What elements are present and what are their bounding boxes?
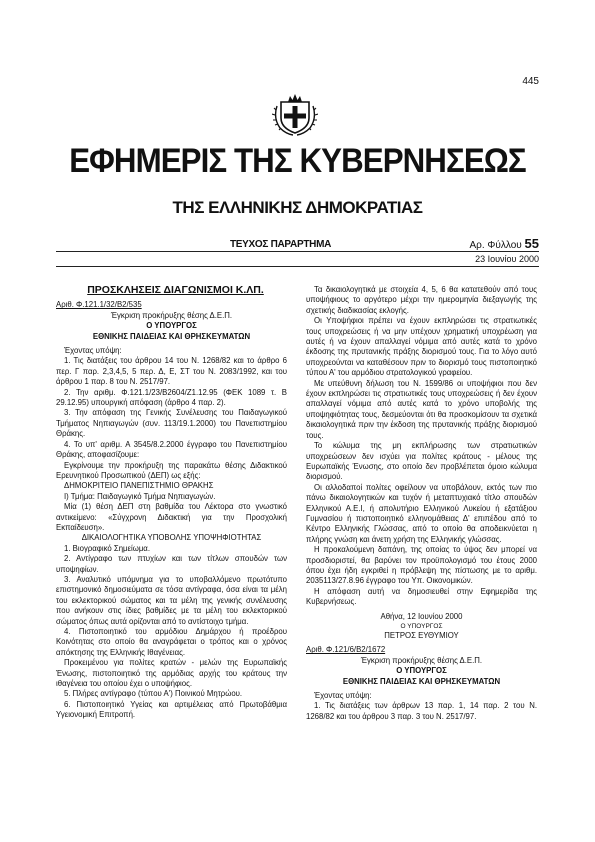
rule-bottom [56,266,539,267]
paragraph: Η απόφαση αυτή να δημοσιευθεί στην Εφημερίδα της Κυβερνήσεως. [306,586,537,607]
place-date: Αθήνα, 12 Ιουνίου 2000 [380,611,463,621]
decision-subject: Έγκριση προκήρυξης θέσης Δ.Ε.Π. [360,655,483,665]
documents-heading: ΔΙΚΑΙΟΛΟΓΗΤΙΚΑ ΥΠΟΒΟΛΗΣ ΥΠΟΨΗΦΙΟΤΗΤΑΣ [81,533,262,543]
sheet-number [470,236,540,251]
paragraph: 3. Την απόφαση της Γενικής Συνέλευσης του Παιδαγωγικού Τμήματος Νηπιαγωγών (συν. 113/19.1.2000) του Πανεπιστημίου Θράκης. [56,408,287,439]
paragraph: Ι) Τμήμα: Παιδαγωγικό Τμήμα Νηπιαγωγών. [64,491,216,501]
paragraph: Οι αλλοδαποί πολίτες οφείλουν να υποβάλουν, εκτός των πιο πάνω δικαιολογητικών και τυχόν ή μεταπτυχιακό τίτλο σπουδών Ελληνικού Α.Ε.Ι, ή απολυτήριο Ελληνικού Λυκείου ή εξατάξιου Γυμνασίου ή πιστοποιητικό ελληνομάθειας Δ' επιπέδου από το Κέντρο Ελληνικής Γλώσσας, από το οποίο θα αποδεικνύεται η πλήρης γνώση και άνετη χρήση της Ελληνικής γλώσσας. [306,482,537,544]
paragraph: Έχοντας υπόψη: [64,346,122,356]
left-column [56,285,287,721]
authority-ministry: ΕΘΝΙΚΗΣ ΠΑΙΔΕΙΑΣ ΚΑΙ ΘΡΗΣΚΕΥΜΑΤΩΝ [92,331,251,341]
paragraph: 2. Την αριθμ. Φ.121.1/23/Β2604/Ζ1.12.95 (ΦΕΚ 1089 τ. Β 29.12.95) υπουργική απόφαση (άρθρο 4 παρ. 2). [56,387,287,408]
authority-ministry: ΕΘΝΙΚΗΣ ΠΑΙΔΕΙΑΣ ΚΑΙ ΘΡΗΣΚΕΥΜΑΤΩΝ [342,676,501,686]
paragraph: Τα δικαιολογητικά με στοιχεία 4, 5, 6 θα κατατεθούν από τους υποψήφιους το αργότερο μέχρι την ημερομηνία διεξαγωγής της σχετικής διαδικασίας εκλογής. [306,285,537,315]
paragraph: 1. Τις διατάξεις του άρθρου 14 του Ν. 1268/82 και το άρθρο 6 περ. Γ παρ. 2,3,4,5, 5 περ. Δ, Ε, ΣΤ του Ν. 2083/1992, και του άρθρου 1 παρ. 8 του Ν. 2517/97. [56,356,287,387]
decision-subject: Έγκριση προκήρυξης θέσης Δ.Ε.Π. [110,310,233,320]
sheet-number-value: 55 [524,236,539,251]
rule-top [56,251,539,252]
issue-date: 23 Ιουνίου 2000 [475,254,539,264]
reference-number: Αριθ. Φ.121.1/32/Β2/535 [56,300,142,310]
signer-name: ΠΕΤΡΟΣ ΕΥΘΥΜΙΟΥ [384,631,459,640]
paragraph: Οι Υποψήφιοι πρέπει να έχουν εκπληρώσει τις στρατιωτικές τους υποχρεώσεις ή να μην υπέχουν χρηματική υποχρέωση για αυτές ή να έχουν απαλλαγεί νόμιμα από αυτές κατά το χρόνο έκδοσης της πρυτανικής πράξης διορισμού τους. Για το λόγο αυτό υποχρεούνται να καταθέσουν πριν το διορισμό τους πιστοποιητικό τύπου Α' του αρμόδιου στρατολογικού γραφείου. [306,316,537,378]
right-column [306,285,537,722]
gazette-title: ΕΦΗΜΕΡΙΣ ΤΗΣ ΚΥΒΕΡΝΗΣΕΩΣ [69,142,526,180]
paragraph: 3. Αναλυτικό υπόμνημα για το υποβαλλόμενο πρωτότυπο επιστημονικό δημοσιεύματα σε τόσα αντίγραφα, όσα είναι τα μέλη του εκλεκτορικού σώματος και τα μέλη της γενικής συνέλευσης που ανήκουν στις ίδιες βαθμίδες με τα μέλη του εκλεκτορικού σώματος όπως αυτά ορίζονται από το αντίστοιχο τμήμα. [56,574,287,626]
page-number: 445 [522,76,539,87]
paragraph: ΔΗΜΟΚΡΙΤΕΙΟ ΠΑΝΕΠΙΣΤΗΜΙΟ ΘΡΑΚΗΣ [64,481,214,491]
paragraph: Το κώλυμα της μη εκπλήρωσης των στρατιωτικών υποχρεώσεων δεν ισχύει για πολίτες κράτους - μέλους της Ευρωπαϊκής Ένωσης, στο οποίο δεν προβλέπεται όμοιο κώλυμα διορισμού. [306,441,537,482]
gazette-subtitle: ΤΗΣ ΕΛΛΗΝΙΚΗΣ ΔΗΜΟΚΡΑΤΙΑΣ [172,198,423,217]
paragraph: Εγκρίνουμε την προκήρυξη της παρακάτω θέσης Διδακτικού Ερευνητικού Προσωπικού (ΔΕΠ) ως εξής: [56,460,287,480]
signer-title: Ο ΥΠΟΥΡΓΟΣ [400,623,443,630]
paragraph: 1. Τις διατάξεις των άρθρων 13 παρ. 1, 14 παρ. 2 του Ν. 1268/82 και του άρθρου 3 παρ. 3 του Ν. 2517/97. [306,701,537,721]
paragraph: 1. Βιογραφικό Σημείωμα. [64,543,150,553]
section-title: ΠΡΟΣΚΛΗΣΕΙΣ ΔΙΑΓΩΝΙΣΜΟΙ Κ.ΛΠ. [87,284,264,296]
sheet-label: Αρ. Φύλλου [469,240,522,251]
paragraph: Μία (1) θέση ΔΕΠ στη βαθμίδα του Λέκτορα στο γνωστικό αντικείμενο: «Σύγχρονη Διδακτική για την Προσχολική Εκπαίδευση». [56,502,287,532]
paragraph: Προκειμένου για πολίτες κρατών - μελών της Ευρωπαϊκής Ένωσης, πιστοποιητικό της αρμόδιας αρχής του κράτους την ιθαγένεια του οποίου έχει ο υποψήφιος. [56,658,287,689]
paragraph: Έχοντας υπόψη: [314,691,372,701]
authority-title: Ο ΥΠΟΥΡΓΟΣ [396,666,447,676]
paragraph: 5. Πλήρες αντίγραφο (τύπου Α') Ποινικού Μητρώου. [64,689,243,699]
issue-type: ΤΕΥΧΟΣ ΠΑΡΑΡΤΗΜΑ [230,239,332,250]
paragraph: 4. Το υπ' αριθμ. Α 3545/8.2.2000 έγγραφο του Πανεπιστημίου Θράκης, αποφασίζουμε: [56,439,287,460]
paragraph: 6. Πιστοποιητικό Υγείας και αρτιμέλειας από Πρωτοβάθμια Υγειονομική Επιτροπή. [56,699,287,720]
paragraph: Με υπεύθυνη δήλωση του Ν. 1599/86 οι υποψήφιοι που δεν έχουν εκπληρώσει τις στρατιωτικές τους υποχρεώσεις ή δεν έχουν απαλλαγεί νόμιμα από αυτές κατά το χρόνο υποβολής της υποψηφιότητας τους, δεσμεύονται ότι θα προσκομίσουν τα σχετικά δικαιολογητικά πριν την έκδοση της πρυτανικής πράξης διορισμού τους. [306,378,537,440]
paragraph: 4. Πιστοποιητικό του αρμόδιου Δημάρχου ή προέδρου Κοινότητας στο οποίο θα αναγράφεται ο τρόπος και ο χρόνος απόκτησης της Ελληνικής Ιθαγένειας. [56,627,287,657]
reference-number: Αριθ. Φ.121/6/Β2/1672 [306,645,386,655]
paragraph: Η προκαλούμενη δαπάνη, της οποίας το ύψος δεν μπορεί να προσδιοριστεί, θα βαρύνει τον προϋπολογισμό του έτους 2000 όπου έχει ήδη εγκριθεί η πρόβλεψη της πίστωσης με το αριθμ. 2035113/27.8.96 έγγραφο του Υπ. Οικονομικών. [306,545,537,586]
paragraph: 2. Αντίγραφο των πτυχίων και των τίτλων σπουδών των υποψηφίων. [56,554,287,574]
coat-of-arms-icon [272,92,318,136]
authority-title: Ο ΥΠΟΥΡΓΟΣ [146,321,197,331]
